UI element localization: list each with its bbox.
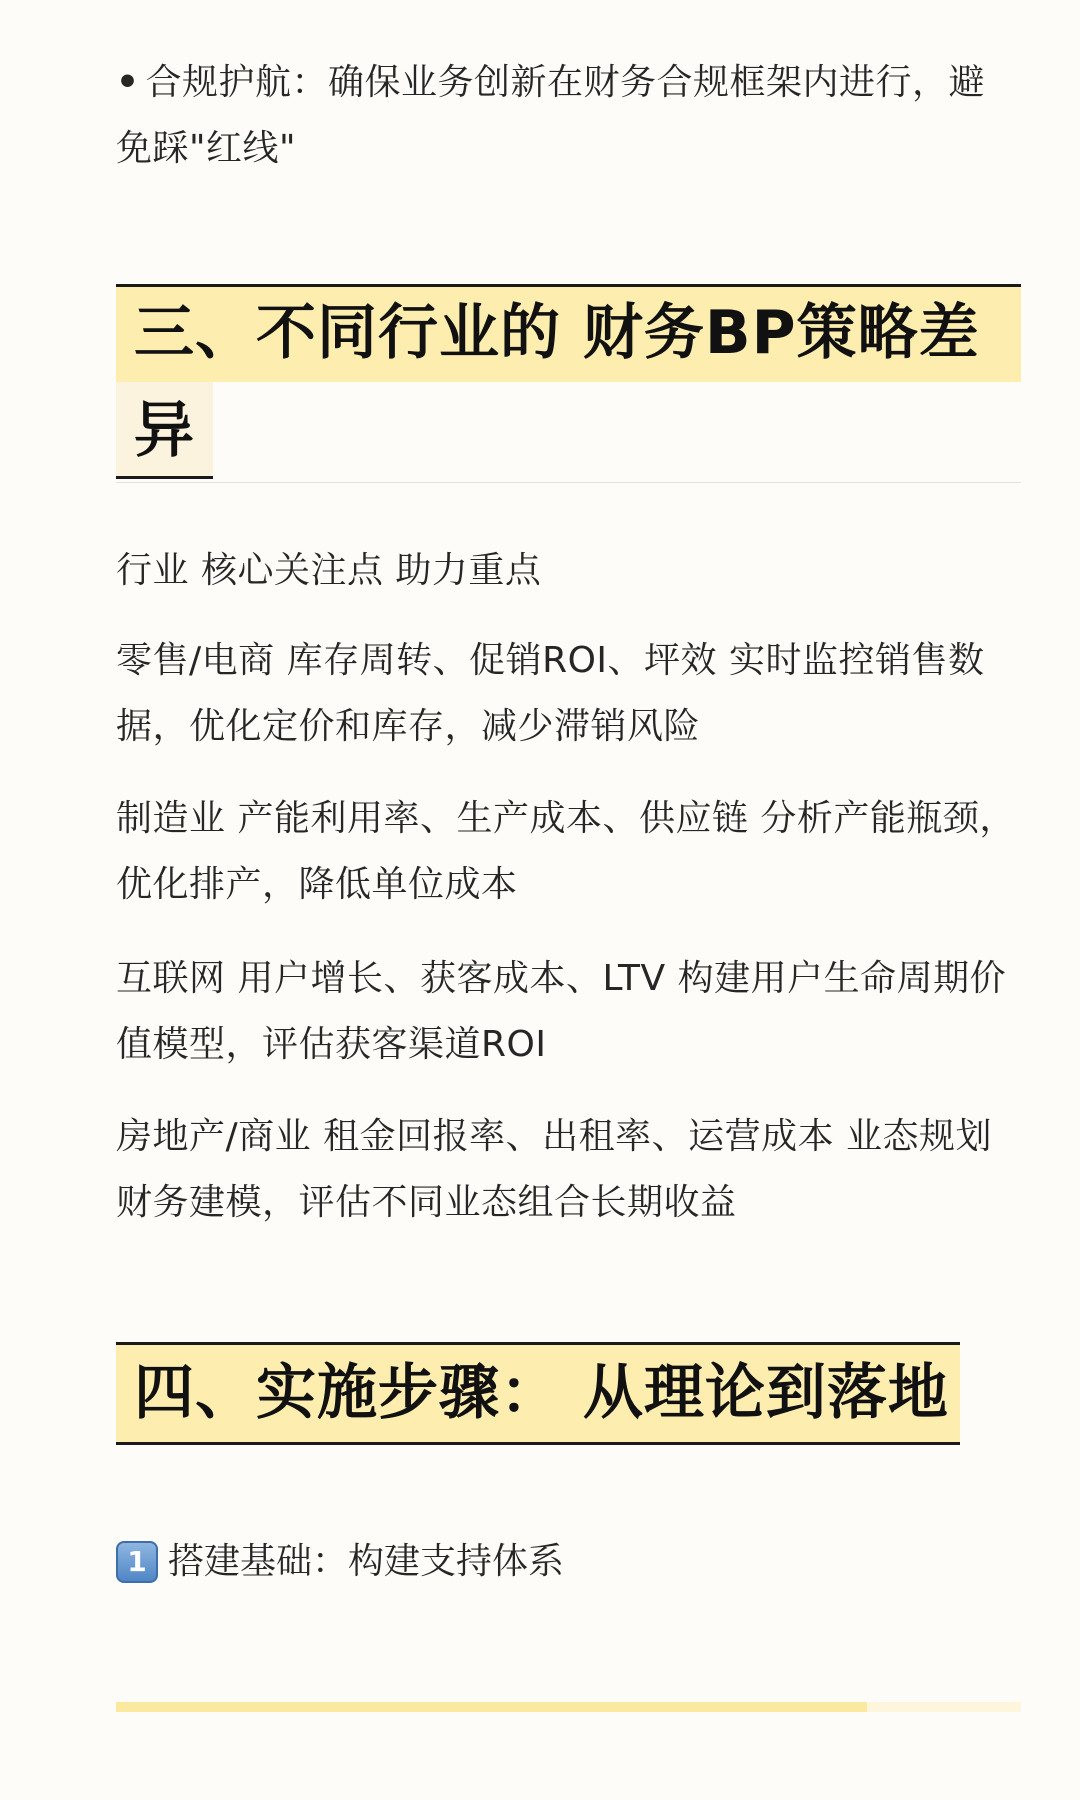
- row-line-2: 财务建模，评估不同业态组合长期收益: [116, 1182, 737, 1223]
- bullet-dot: •: [116, 62, 140, 103]
- keycap-one-icon: 1: [116, 1541, 158, 1583]
- section3-divider: [116, 482, 1021, 483]
- row-line-2: 优化排产，降低单位成本: [116, 864, 518, 905]
- step-1-text: 搭建基础：构建支持体系: [168, 1541, 565, 1582]
- industry-row-realestate: [116, 1104, 1021, 1236]
- bullet-line-1: 合规护航：确保业务创新在财务合规框架内进行，避: [145, 62, 986, 103]
- section4-title: 四、实施步骤： 从理论到落地: [134, 1358, 949, 1428]
- step-1: [116, 1532, 564, 1592]
- industry-row-retail: [116, 628, 1021, 760]
- bullet-compliance: [116, 50, 1021, 182]
- industry-row-manufacturing: [116, 786, 1021, 918]
- row-line-1: 房地产/商业 租金回报率、出租率、运营成本 业态规划: [116, 1116, 993, 1157]
- reading-progress-fill: [116, 1702, 867, 1712]
- industry-row-internet: [116, 946, 1021, 1078]
- row-line-1: 零售/电商 库存周转、促销ROI、坪效 实时监控销售数: [116, 640, 985, 681]
- row-line-1: 制造业 产能利用率、生产成本、供应链 分析产能瓶颈，: [116, 798, 1016, 839]
- row-line-2: 据，优化定价和库存，减少滞销风险: [116, 706, 701, 747]
- industry-table-header: 行业 核心关注点 助力重点: [116, 550, 542, 591]
- row-line-1: 互联网 用户增长、获客成本、LTV 构建用户生命周期价: [116, 958, 1007, 999]
- row-line-2: 值模型，评估获客渠道ROI: [116, 1024, 547, 1065]
- reading-progress-bar: [116, 1702, 1021, 1712]
- section3-title-line-2: 异: [134, 396, 195, 466]
- section3-title-line-1: 三、不同行业的 财务BP策略差: [134, 298, 980, 368]
- bullet-line-2: 免踩"红线": [116, 128, 297, 169]
